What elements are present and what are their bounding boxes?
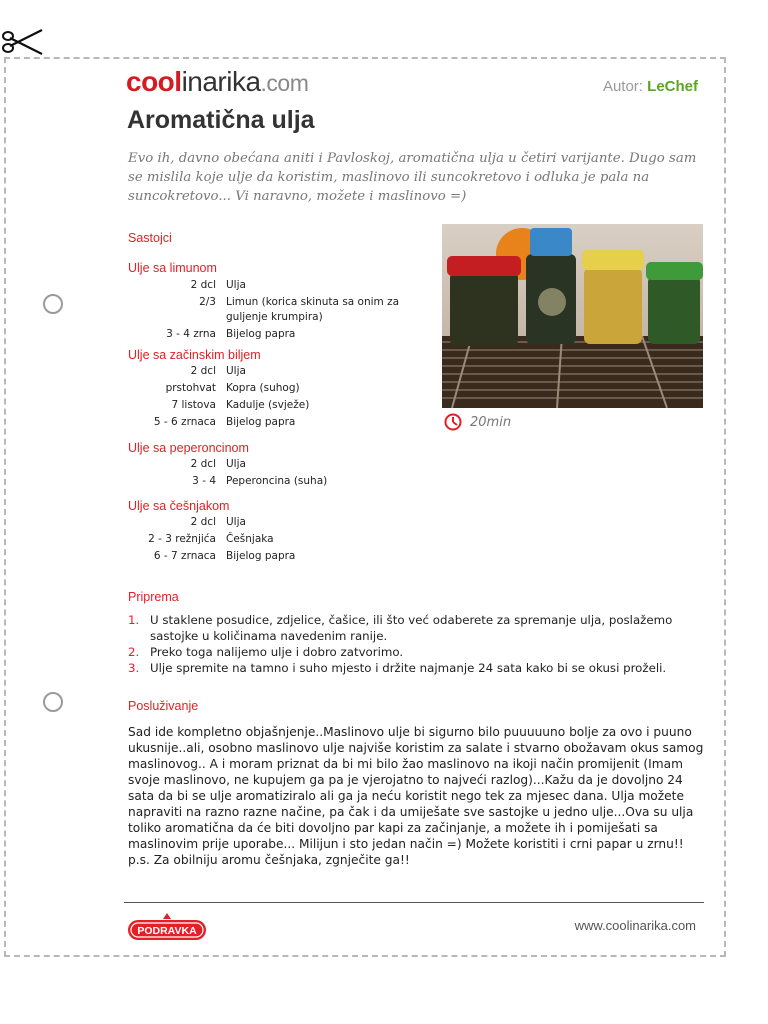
podravka-logo[interactable] (126, 912, 208, 942)
ingredient-row (128, 532, 418, 547)
ingredient-row (128, 515, 418, 530)
ingredient-row (128, 457, 418, 472)
preparation-steps (128, 612, 708, 676)
clock-icon (444, 413, 462, 431)
ingredient-row (128, 381, 418, 396)
ingredient-name: Kadulje (svježe) (226, 399, 310, 411)
ingredient-row (128, 364, 418, 379)
serving-body (128, 724, 708, 868)
ingredient-qty: 2 dcl (190, 516, 216, 528)
ingredient-qty: 7 listova (171, 399, 216, 411)
prep-time-value: 20min (470, 414, 512, 430)
step-item (128, 660, 708, 676)
ingredient-list-lemon (128, 278, 418, 344)
step-number: 2. (128, 645, 140, 659)
recipe-photo[interactable] (442, 224, 703, 408)
ingredient-qty: 2 dcl (190, 279, 216, 291)
ingredient-name: Bijelog papra (226, 416, 296, 428)
binder-hole-bottom (43, 692, 63, 712)
ingredient-qty: 2/3 (199, 296, 216, 308)
step-number: 1. (128, 613, 140, 627)
podravka-logo-text: PODRAVKA (137, 925, 197, 937)
serving-heading: Posluživanje (128, 699, 199, 713)
prep-time (444, 413, 511, 431)
group-title-garlic: Ulje sa češnjakom (128, 499, 230, 513)
ingredient-qty: 6 - 7 zrnaca (153, 550, 216, 562)
recipe-intro: Evo ih, davno obećana aniti i Pavloskoj, aromatična ulja u četiri varijante. Dugo sam se mislila koje ulje da koristim, maslinovo ili suncokretovo i odluka je pala na suncokretovo... Vi naravno, možete i maslinovo =) (128, 151, 697, 204)
ingredient-name: Češnjaka (226, 533, 274, 545)
step-text: Ulje spremite na tamno i suho mjesto i držite najmanje 24 sata kako bi se okusi proželi. (150, 661, 667, 675)
binder-hole-top (43, 294, 63, 314)
ingredient-name: Kopra (suhog) (226, 382, 300, 394)
ingredient-list-peperoncino (128, 457, 418, 491)
author-name[interactable]: LeChef (647, 78, 698, 95)
group-title-lemon: Ulje sa limunom (128, 261, 217, 275)
ingredient-row (128, 415, 418, 430)
ingredient-name: Peperoncina (suha) (226, 475, 328, 487)
footer-divider (124, 902, 704, 903)
scissors-icon (2, 24, 44, 60)
step-text: U staklene posudice, zdjelice, čašice, ili što već odaberete za spremanje ulja, poslažemo sastojke u količinama navedenim ranije. (150, 613, 673, 643)
ingredient-qty: 2 - 3 režnjića (148, 533, 216, 545)
group-title-herbs: Ulje sa začinskim biljem (128, 348, 261, 362)
ingredient-name: Bijelog papra (226, 550, 296, 562)
step-text: Preko toga nalijemo ulje i dobro zatvorimo. (150, 645, 404, 659)
serving-text: Sad ide kompletno objašnjenje..Maslinovo ulje bi sigurno bilo puuuuuno bolje za ovo i puuno ukusnije..ali, osobno maslinovo ulje najviše koristim za salate i stvarno obožavam okus samog maslinovog.. A i moram priznat da bi mi bilo žao maslinovo na ikoji način promijenit (Imam svoje maslinovo, ne kupujem ga pa je vjerojatno to najveći razlog)...Kažu da je dovoljno 24 sata da bi se ulje aromatiziralo ali ga ja neću koristit nego tek za mjesec dana. Ulja možete napraviti na razno razne načine, pa čak i da umiješate sve sastojke u jedno ulje...Ova su ulja toliko aromatična da će biti dovoljno par kapi za začinjanje, a možete ih i pomiješati sa maslinovim prije uporabe... Milijun i sto jedan način =) Možete koristiti i crni papar u zrnu!! (128, 725, 704, 851)
ingredient-list-herbs (128, 364, 418, 432)
coolinarika-logo[interactable] (126, 66, 308, 99)
ingredient-row (128, 549, 418, 564)
ingredient-name: Ulja (226, 279, 246, 291)
preparation-heading: Priprema (128, 590, 179, 604)
logo-cool-text: cool (126, 66, 182, 97)
ingredient-row (128, 278, 418, 293)
logo-dotcom-text: .com (260, 70, 309, 96)
ingredient-qty: 3 - 4 zrna (166, 328, 216, 340)
ingredient-row (128, 398, 418, 413)
logo-inarika-text: inarika (181, 66, 261, 97)
group-title-peperoncino: Ulje sa peperoncinom (128, 441, 249, 455)
ingredient-row (128, 295, 418, 325)
author-label: Autor: (602, 78, 643, 95)
ingredient-qty: prstohvat (165, 382, 216, 394)
ingredient-qty: 2 dcl (190, 458, 216, 470)
ingredient-qty: 2 dcl (190, 365, 216, 377)
author-line (603, 78, 698, 95)
ingredient-name: Limun (korica skinuta sa onim za guljenje krumpira) (226, 296, 400, 323)
ingredient-name: Ulja (226, 458, 246, 470)
recipe-title: Aromatična ulja (127, 106, 315, 134)
ingredient-name: Ulja (226, 365, 246, 377)
step-item (128, 612, 708, 644)
ingredient-list-garlic (128, 515, 418, 566)
ingredient-name: Bijelog papra (226, 328, 296, 340)
ingredient-qty: 5 - 6 zrnaca (153, 416, 216, 428)
ingredients-heading: Sastojci (128, 231, 172, 245)
ingredient-qty: 3 - 4 (192, 475, 216, 487)
ingredient-row (128, 327, 418, 342)
ingredient-name: Ulja (226, 516, 246, 528)
footer-site[interactable]: www.coolinarika.com (574, 918, 696, 933)
step-item (128, 644, 708, 660)
serving-ps: p.s. Za obilniju aromu češnjaka, zgnječite ga!! (128, 853, 410, 867)
ingredient-row (128, 474, 418, 489)
step-number: 3. (128, 661, 140, 675)
